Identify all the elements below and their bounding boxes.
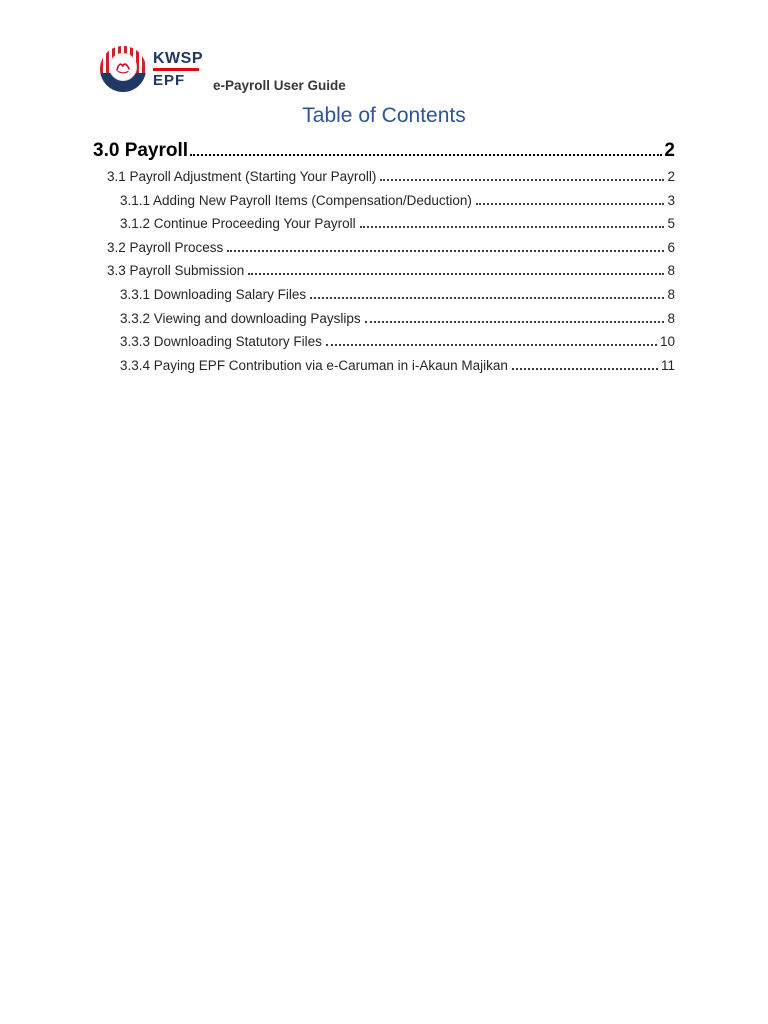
toc-leader-dots (326, 344, 657, 346)
toc-leader-dots (380, 179, 664, 181)
toc-entry-label: 3.1.2 Continue Proceeding Your Payroll (120, 216, 356, 232)
document-subtitle: e-Payroll User Guide (213, 78, 346, 93)
toc-entry-label: 3.3 Payroll Submission (107, 263, 245, 279)
toc-leader-dots (476, 203, 665, 205)
toc-entry-label: 3.0 Payroll (93, 140, 189, 161)
toc-list (93, 137, 675, 377)
toc-entry[interactable] (93, 189, 675, 213)
toc-entry[interactable] (93, 259, 675, 283)
logo-epf-text: EPF (153, 71, 186, 89)
toc-entry[interactable] (93, 307, 675, 331)
toc-entry-page: 6 (667, 239, 675, 255)
toc-entry-label: 3.3.4 Paying EPF Contribution via e-Caruman in i-Akaun Majikan (120, 357, 508, 373)
toc-entry-page: 8 (667, 310, 675, 326)
toc-leader-dots (248, 273, 664, 275)
toc-entry-page: 2 (664, 140, 675, 161)
logo-wordmark (153, 51, 203, 88)
toc-entry-label: 3.3.1 Downloading Salary Files (120, 286, 307, 302)
toc-entry-label: 3.3.2 Viewing and downloading Payslips (120, 310, 361, 326)
toc-entry-page: 5 (667, 216, 675, 232)
toc-entry[interactable] (93, 165, 675, 189)
toc-leader-dots (512, 368, 658, 370)
toc-entry-page: 8 (667, 263, 675, 279)
toc-leader-dots (360, 226, 665, 228)
toc-entry-page: 3 (667, 192, 675, 208)
toc-entry-page: 10 (659, 334, 675, 350)
toc-entry[interactable] (93, 354, 675, 378)
toc-entry-page: 8 (667, 286, 675, 302)
toc-entry[interactable] (93, 236, 675, 260)
toc-entry-label: 3.2 Payroll Process (107, 239, 224, 255)
toc-entry-label: 3.1 Payroll Adjustment (Starting Your Payroll) (107, 169, 377, 184)
toc-leader-dots (190, 154, 662, 156)
logo-divider (153, 68, 199, 71)
kwsp-epf-logo (100, 46, 203, 92)
toc-entry[interactable] (93, 212, 675, 236)
toc-heading: Table of Contents (302, 104, 466, 127)
toc-entry-page: 11 (660, 357, 675, 373)
toc-entry[interactable] (93, 283, 675, 307)
emblem-center (109, 53, 137, 81)
toc-entry-page: 2 (667, 169, 675, 184)
toc-entry-label: 3.3.3 Downloading Statutory Files (120, 334, 322, 350)
toc-leader-dots (310, 297, 664, 299)
toc-leader-dots (227, 250, 664, 252)
toc-entry-label: 3.1.1 Adding New Payroll Items (Compensation/Deduction) (120, 192, 472, 208)
toc-entry[interactable] (93, 137, 675, 165)
logo-kwsp-text: KWSP (153, 49, 203, 67)
toc-entry[interactable] (93, 330, 675, 354)
epf-emblem-icon (100, 46, 146, 92)
toc-leader-dots (365, 321, 665, 323)
